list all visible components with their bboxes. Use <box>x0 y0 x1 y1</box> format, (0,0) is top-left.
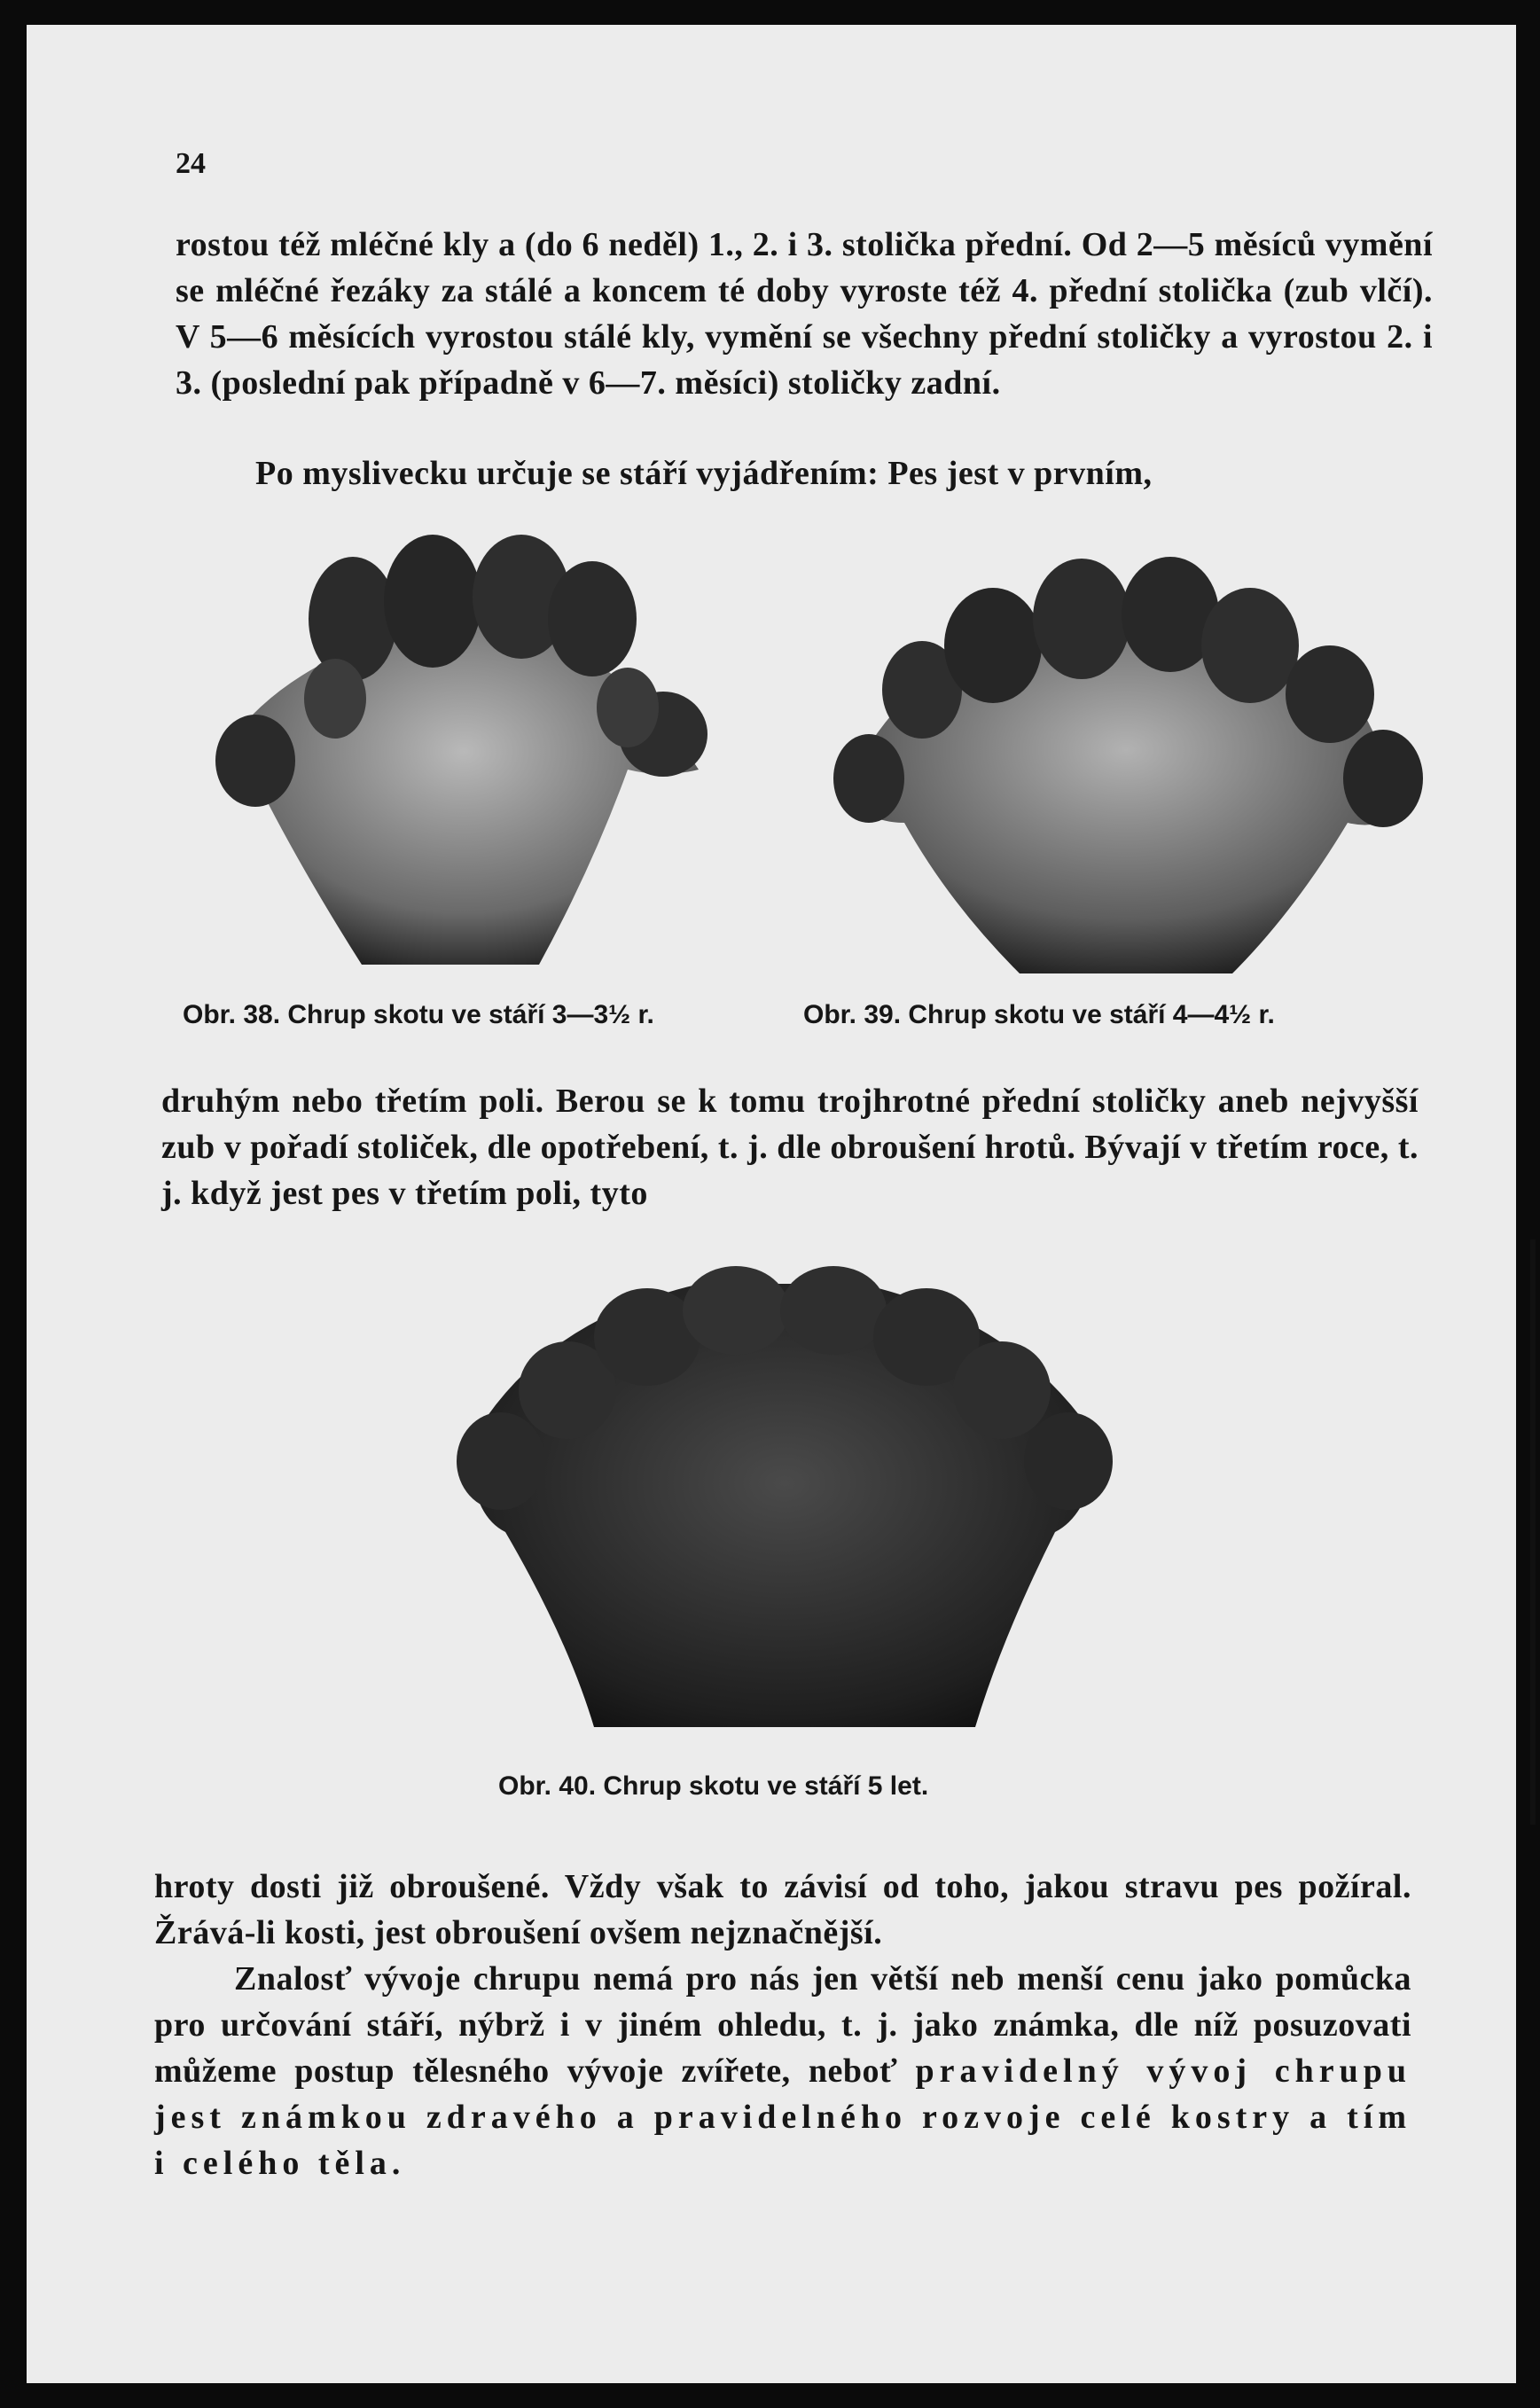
paragraph-5-text: Znalosť vývoje chrupu nemá pro nás jen větší neb menší cenu jako pomůcka pro určování stáří, nýbrž i v jiném ohledu, t. j. jako známka, dle níž posuzovati můžeme postup tělesného vývoje zvířete, neboť <box>154 1960 1411 2090</box>
figure-39-image <box>816 539 1436 1000</box>
paragraph-2-text: Po myslivecku určuje se stáří vyjádřením: Pes jest v prvním, <box>255 455 1153 492</box>
paragraph-5-spaced-text: pravidelný vývoj chrupu jest známkou zdravého a pravidelného rozvoje celé kostry a tím i celého těla. <box>154 2052 1411 2182</box>
paragraph-4: hroty dosti již obroušené. Vždy však to závisí od toho, jakou stravu pes požíral. Žrává-li kosti, jest obroušení ovšem nejznačnější. <box>154 1868 1411 1951</box>
paragraph-5 <box>154 1956 1411 2186</box>
paragraph-2 <box>176 450 1433 496</box>
paragraph-3: druhým nebo třetím poli. Berou se k tomu trojhrotné přední stoličky aneb nejvyšší zub v pořadí stoliček, dle opotřebení, t. j. dle obroušení hrotů. Bývají v třetím roce, t. j. když jest pes v třetím poli, tyto <box>161 1083 1419 1212</box>
figure-38-caption: Obr. 38. Chrup skotu ve stáří 3—3½ r. <box>183 1000 654 1029</box>
figure-40-image <box>434 1266 1135 1754</box>
book-page <box>27 25 1516 2383</box>
figure-38-image <box>167 512 805 1000</box>
edge-rule <box>1530 1239 1536 1825</box>
paragraph-1: rostou též mléčné kly a (do 6 neděl) 1., 2. i 3. stolička přední. Od 2—5 měsíců vymění se mléčné řezáky za stálé a koncem té doby vyroste též 4. přední stolička (zub vlčí). V 5—6 měsících vyrostou stálé kly, vymění se všechny přední stoličky a vyrostou 2. i 3. (poslední pak případně v 6—7. měsíci) stoličky zadní. <box>176 226 1433 402</box>
figure-39-caption: Obr. 39. Chrup skotu ve stáří 4—4½ r. <box>803 1000 1275 1029</box>
page-number: 24 <box>176 147 206 180</box>
figure-40-caption: Obr. 40. Chrup skotu ve stáří 5 let. <box>498 1771 929 1801</box>
